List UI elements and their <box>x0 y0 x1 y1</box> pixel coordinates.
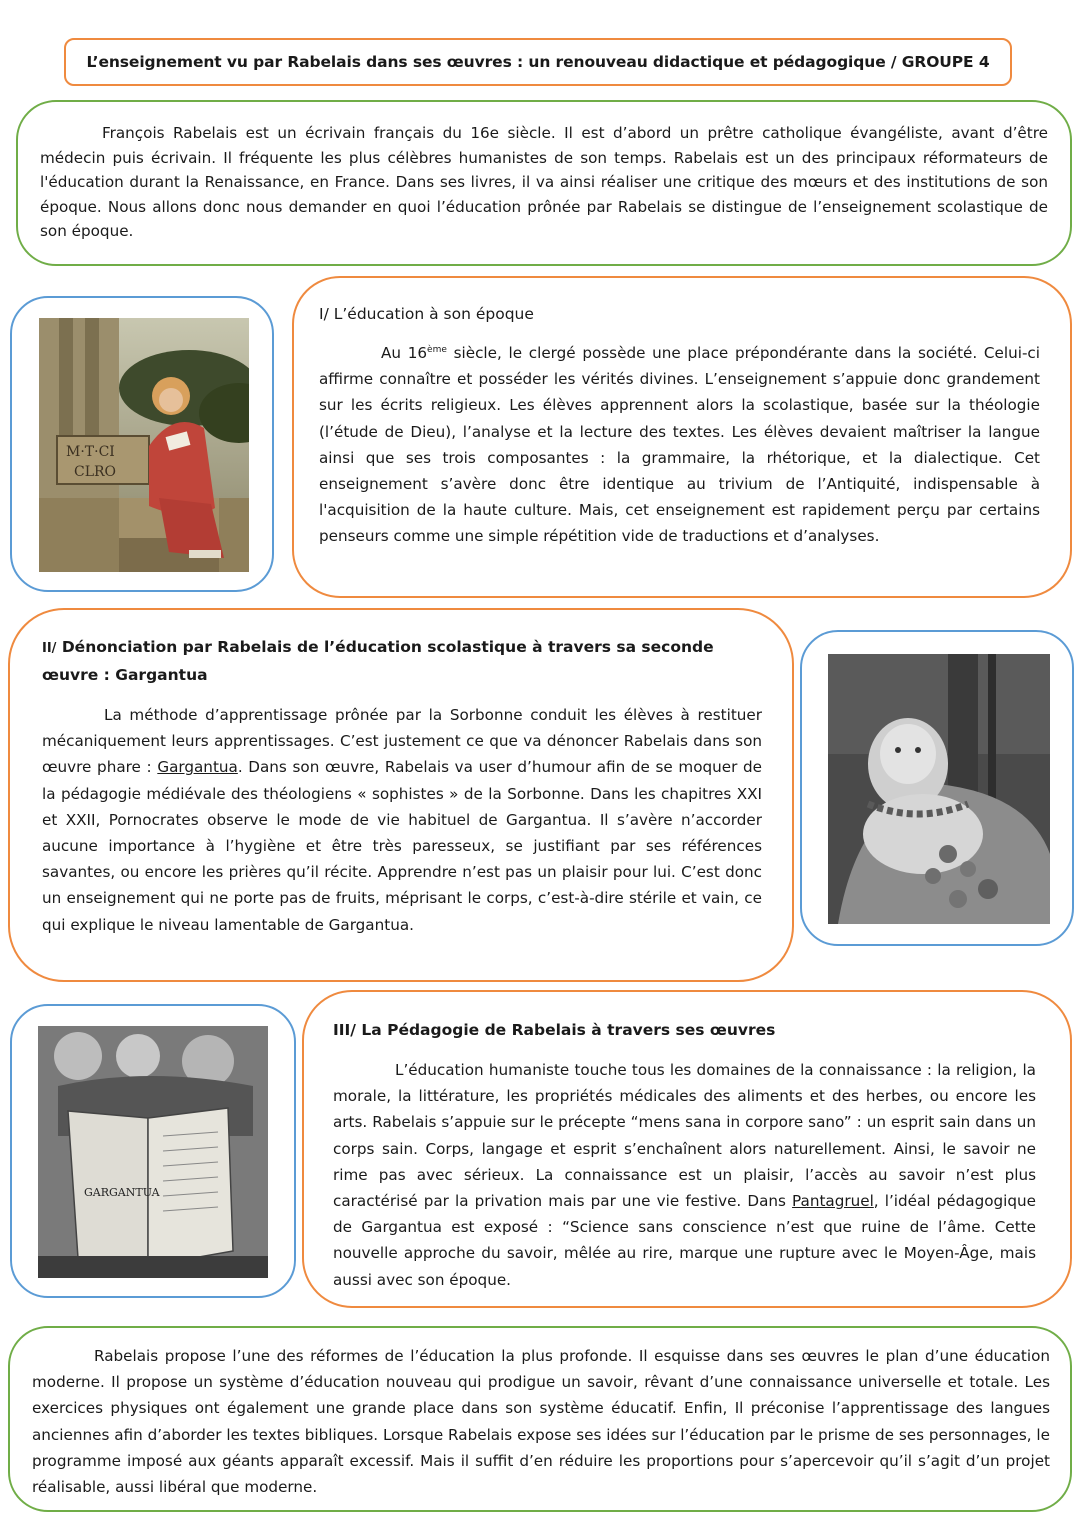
page-title: L’enseignement vu par Rabelais dans ses œuvres : un renouveau didactique et pédagogique / GROUPE 4 <box>86 53 990 71</box>
painting-inscription-line1: M·T·CI <box>66 444 115 460</box>
book-title-text: GARGANTUA <box>84 1186 160 1199</box>
baby-gargantua-engraving <box>828 654 1050 924</box>
section2-image-box <box>800 630 1074 946</box>
young-reader-painting <box>39 318 249 572</box>
section3-box <box>302 990 1072 1308</box>
gargantua-title: Gargantua <box>157 758 238 777</box>
conclusion-box <box>8 1326 1072 1512</box>
rabelais-book-illustration <box>38 1026 268 1278</box>
intro-box <box>16 100 1072 266</box>
section2-box <box>8 608 794 982</box>
section1-heading: I/ L’éducation à son époque <box>319 305 534 323</box>
intro-text: François Rabelais est un écrivain français du 16e siècle. Il est d’abord un prêtre catholique évangéliste, avant d’être médecin puis écrivain. Il fréquente les plus célèbres humanistes de son temps. Rabelais est un des principaux réformateurs de l'éducation durant la Renaissance, en France. Dans ses livres, il va ainsi réaliser une critique des mœurs et des institutions de son époque. Nous allons donc nous demander en quoi l’éducation prônée par Rabelais se distingue de l’enseignement scolastique de son époque. <box>40 124 1048 241</box>
section2-text: La méthode d’apprentissage prônée par la Sorbonne conduit les élèves à restituer mécaniquement leurs apprentissages. C’est justement ce que va dénoncer Rabelais dans son œuvre phare : Gargantua. Dans son œuvre, Rabelais va user d’humour afin de se moquer de la pédagogie médiévale des théologiens « sophistes » de la Sorbonne. Dans les chapitres XXI et XXII, Pornocrates observe le mode de vie habituel de Gargantua. Il s’avère n’accorder aucune importance à l’hygiène et être très paresseux, se justifiant par ses références savantes, ou encore les prières qu’il récite. Apprendre n’est pas un plaisir pour lui. C’est donc un enseignement qui ne porte pas de fruits, méprisant le corps, c’est-à-dire stérile et vain, ce qui explique le niveau lamentable de Gargantua. <box>42 706 762 934</box>
pantagruel-title: Pantagruel <box>792 1192 874 1211</box>
conclusion-text: Rabelais propose l’une des réformes de l’éducation la plus profonde. Il esquisse dans ses œuvres le plan d’une éducation moderne. Il propose un système d’éducation nouveau qui prodigue un savoir, rêvant d’une connaissance universelle et totale. Les exercices physiques ont également une grande place dans son système éducatif. Enfin, Il préconise l’apprentissage des langues anciennes afin d’aborder les textes bibliques. Lorsque Rabelais expose ses idées sur l’éducation par le prisme de ses personnages, le programme imposé aux géants apparaît excessif. Mais il suffit d’en réduire les proportions pour s’apercevoir qu’il s’agit d’un projet réalisable, aussi libéral que moderne. <box>32 1347 1050 1497</box>
section3-heading: III/ La Pédagogie de Rabelais à travers ses œuvres <box>333 1021 776 1039</box>
section1-image-box <box>10 296 274 592</box>
painting-inscription-line2: CLRO <box>74 464 117 480</box>
title-box <box>64 38 1012 86</box>
section1-box <box>292 276 1072 598</box>
section1-text: Au 16ème siècle, le clergé possède une place prépondérante dans la société. Celui-ci affirme connaître et posséder les vérités divines. L’enseignement s’appuie donc grandement sur les écrits religieux. Les élèves apprennent alors la scolastique, basée sur la théologie (l’étude de Dieu), l’analyse et la lecture des textes. Les élèves devaient maîtriser la langue ainsi que ses trois composantes : la grammaire, la rhétorique, et la dialectique. Cet enseignement s’avère donc être identique au trivium de l’Antiquité, indispensable à l'acquisition de la haute culture. Mais, cet enseignement est rapidement perçu par certains penseurs comme une simple répétition vide de traductions et d’analyses. <box>319 344 1040 546</box>
section3-text: L’éducation humaniste touche tous les domaines de la connaissance : la religion, la morale, la littérature, les propriétés médicales des aliments et des herbes, ou encore les arts. Rabelais s’appuie sur le précepte “mens sana in corpore sano” : un esprit sain dans un corps sain. Corps, langage et esprit s’enchaînent alors naturellement. Ainsi, le savoir ne rime pas avec sérieux. La connaissance est un plaisir, l’accès au savoir n’est plus caractérisé par la privation mais par une vie festive. Dans Pantagruel, l’idéal pédagogique de Gargantua est exposé : “Science sans conscience n’est que ruine de l’âme. Cette nouvelle approche du savoir, mêlée au rire, marque une rupture avec le Moyen-Âge, mais aussi avec son époque. <box>333 1061 1036 1289</box>
section3-image-box <box>10 1004 296 1298</box>
section2-heading: II/ Dénonciation par Rabelais de l’éducation scolastique à travers sa seconde œuvre : Gargantua <box>42 638 714 684</box>
